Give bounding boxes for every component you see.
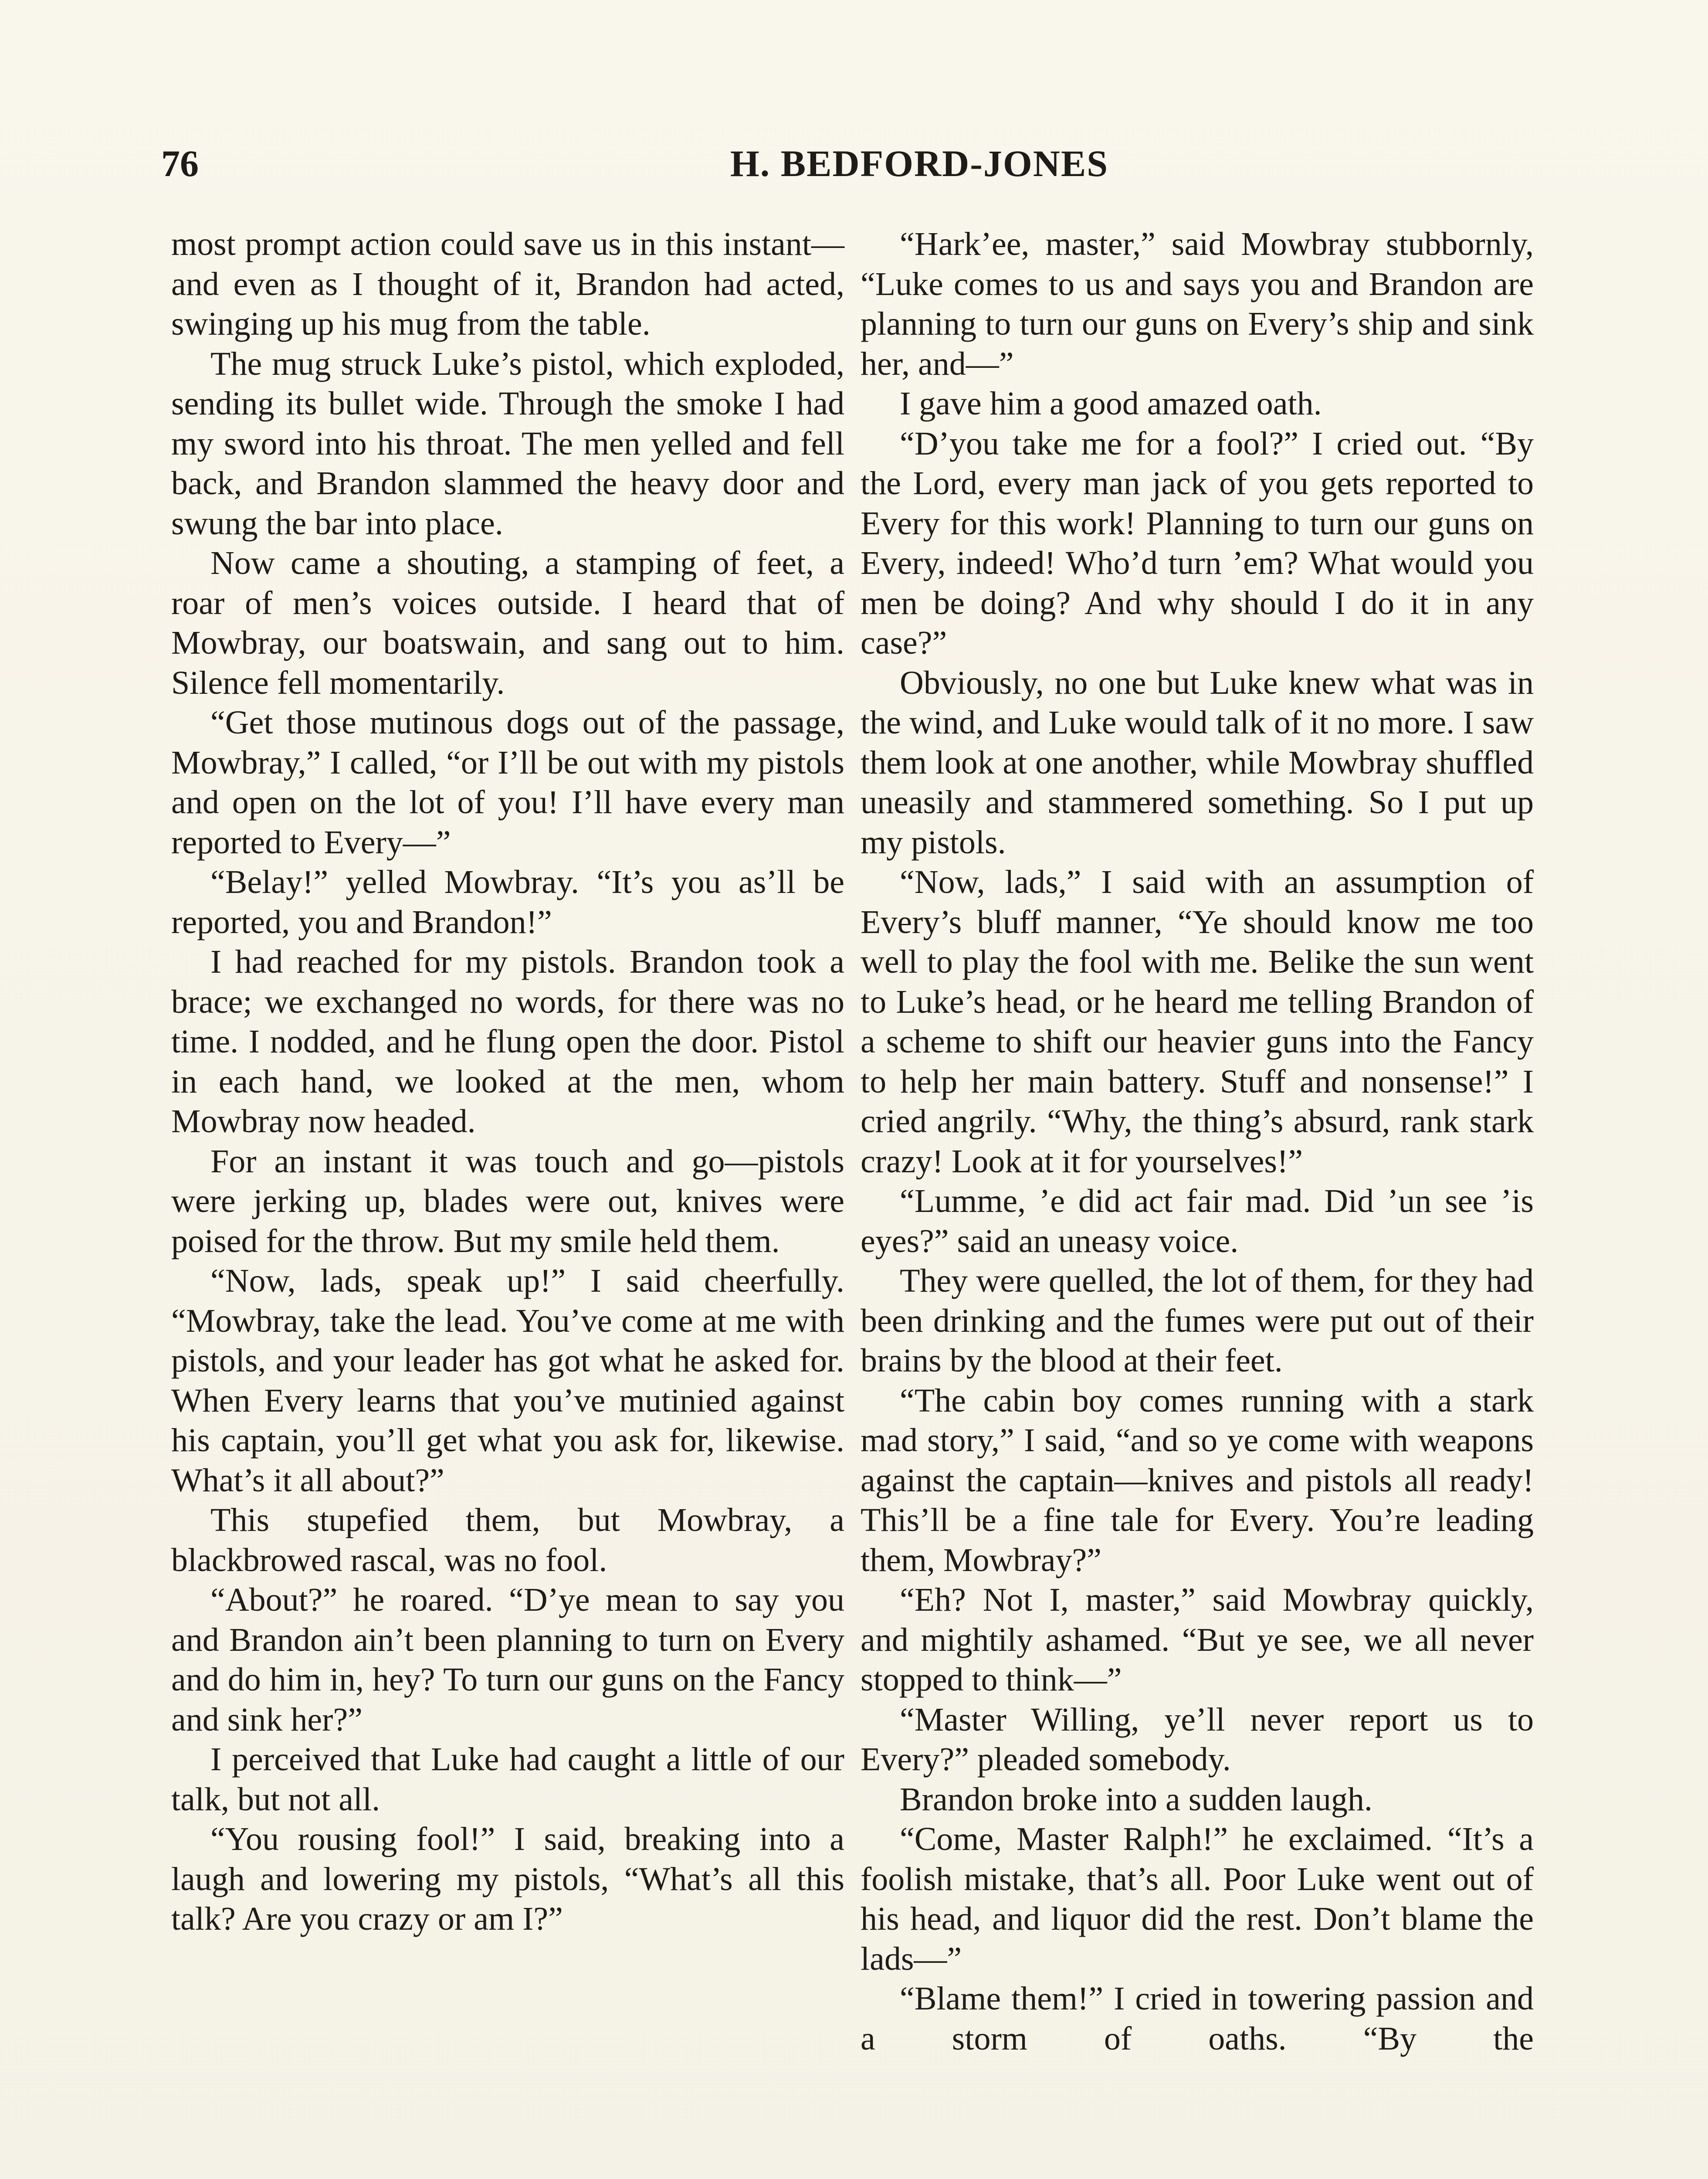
paragraph: The mug struck Luke’s pistol, which exploded, sending its bullet wide. Through the smoke I had my sword into his throat. The men yelled and fell back, and Brandon slammed the heavy door and swung the bar into place.	[171, 345, 844, 542]
paragraph: “About?” he roared. “D’ye mean to say you and Brandon ain’t been planning to turn on Every and do him in, hey? To turn our guns on the Fancy and sink her?”	[171, 1582, 844, 1738]
paragraph: Obviously, no one but Luke knew what was in the wind, and Luke would talk of it no more. I saw them look at one another, while Mowbray shuffled uneasily and stammered something. So I put up my pistols.	[861, 664, 1534, 861]
paragraph: “Get those mutinous dogs out of the passage, Mowbray,” I called, “or I’ll be out with my pistols and open on the lot of you! I’ll have every man reported to Every—”	[171, 704, 844, 861]
paragraph: I had reached for my pistols. Brandon took a brace; we exchanged no words, for there was no time. I nodded, and he flung open the door. Pistol in each hand, we looked at the men, whom Mowbray now headed.	[171, 944, 844, 1140]
right-column	[861, 224, 1534, 2059]
page-header	[161, 135, 1564, 205]
paragraph: “Now, lads,” I said with an assumption of Every’s bluff manner, “Ye should know me too well to play the fool with me. Belike the sun went to Luke’s head, or he heard me telling Brandon of a scheme to shift our heavier guns into the Fancy to help her main battery. Stuff and nonsense!” I cried angrily. “Why, the thing’s absurd, rank stark crazy! Look at it for yourselves!”	[861, 864, 1534, 1180]
paragraph: “Come, Master Ralph!” he exclaimed. “It’s a foolish mistake, that’s all. Poor Luke went out of his head, and liquor did the rest. Don’t blame the lads—”	[861, 1821, 1534, 1977]
paragraph: “The cabin boy comes running with a stark mad story,” I said, “and so ye come with weapons against the captain—knives and pistols all ready! This’ll be a fine tale for Every. You’re leading them, Mowbray?”	[861, 1382, 1534, 1578]
paragraph: I perceived that Luke had caught a little of our talk, but not all.	[171, 1741, 844, 1818]
paragraph: For an instant it was touch and go—pistols were jerking up, blades were out, knives were poised for the throw. But my smile held them.	[171, 1143, 844, 1259]
paragraph: This stupefied them, but Mowbray, a blackbrowed rascal, was no fool.	[171, 1502, 844, 1578]
paragraph: “Master Willing, ye’ll never report us to Every?” pleaded somebody.	[861, 1701, 1534, 1778]
paragraph: “Eh? Not I, master,” said Mowbray quickly, and mightily ashamed. “But ye see, we all never stopped to think—”	[861, 1582, 1534, 1698]
paragraph: “Now, lads, speak up!” I said cheerfully. “Mowbray, take the lead. You’ve come at me with pistols, and your leader has got what he asked for. When Every learns that you’ve mutinied against his captain, you’ll get what you ask for, likewise. What’s it all about?”	[171, 1263, 844, 1499]
paragraph: I gave him a good amazed oath.	[900, 385, 1322, 422]
paragraph: They were quelled, the lot of them, for they had been drinking and the fumes were put out of their brains by the blood at their feet.	[861, 1263, 1534, 1379]
paragraph: “Blame them!” I cried in towering passion and a storm of oaths. “By the	[861, 1980, 1534, 2057]
page-number: 76	[161, 143, 199, 184]
paragraph: most prompt action could save us in this instant—and even as I thought of it, Brandon had acted, swinging up his mug from the table.	[171, 226, 844, 342]
paragraph: Brandon broke into a sudden laugh.	[900, 1781, 1372, 1818]
running-head: H. BEDFORD-JONES	[730, 143, 1109, 184]
paragraph: “Lumme, ’e did act fair mad. Did ’un see ’is eyes?” said an uneasy voice.	[861, 1183, 1534, 1259]
paragraph: Now came a shouting, a stamping of feet, a roar of men’s voices outside. I heard that of Mowbray, our boatswain, and sang out to him. Silence fell momentarily.	[171, 545, 844, 701]
paragraph: “Belay!” yelled Mowbray. “It’s you as’ll be reported, you and Brandon!”	[171, 864, 844, 940]
paragraph: “D’you take me for a fool?” I cried out. “By the Lord, every man jack of you gets reported to Every for this work! Planning to turn our guns on Every, indeed! Who’d turn ’em? What would you men be doing? And why should I do it in any case?”	[861, 425, 1534, 661]
left-column	[171, 224, 844, 1939]
paragraph: “You rousing fool!” I said, breaking into a laugh and lowering my pistols, “What’s all this talk? Are you crazy or am I?”	[171, 1821, 844, 1937]
paragraph: “Hark’ee, master,” said Mowbray stubbornly, “Luke comes to us and says you and Brandon are planning to turn our guns on Every’s ship and sink her, and—”	[861, 226, 1534, 382]
